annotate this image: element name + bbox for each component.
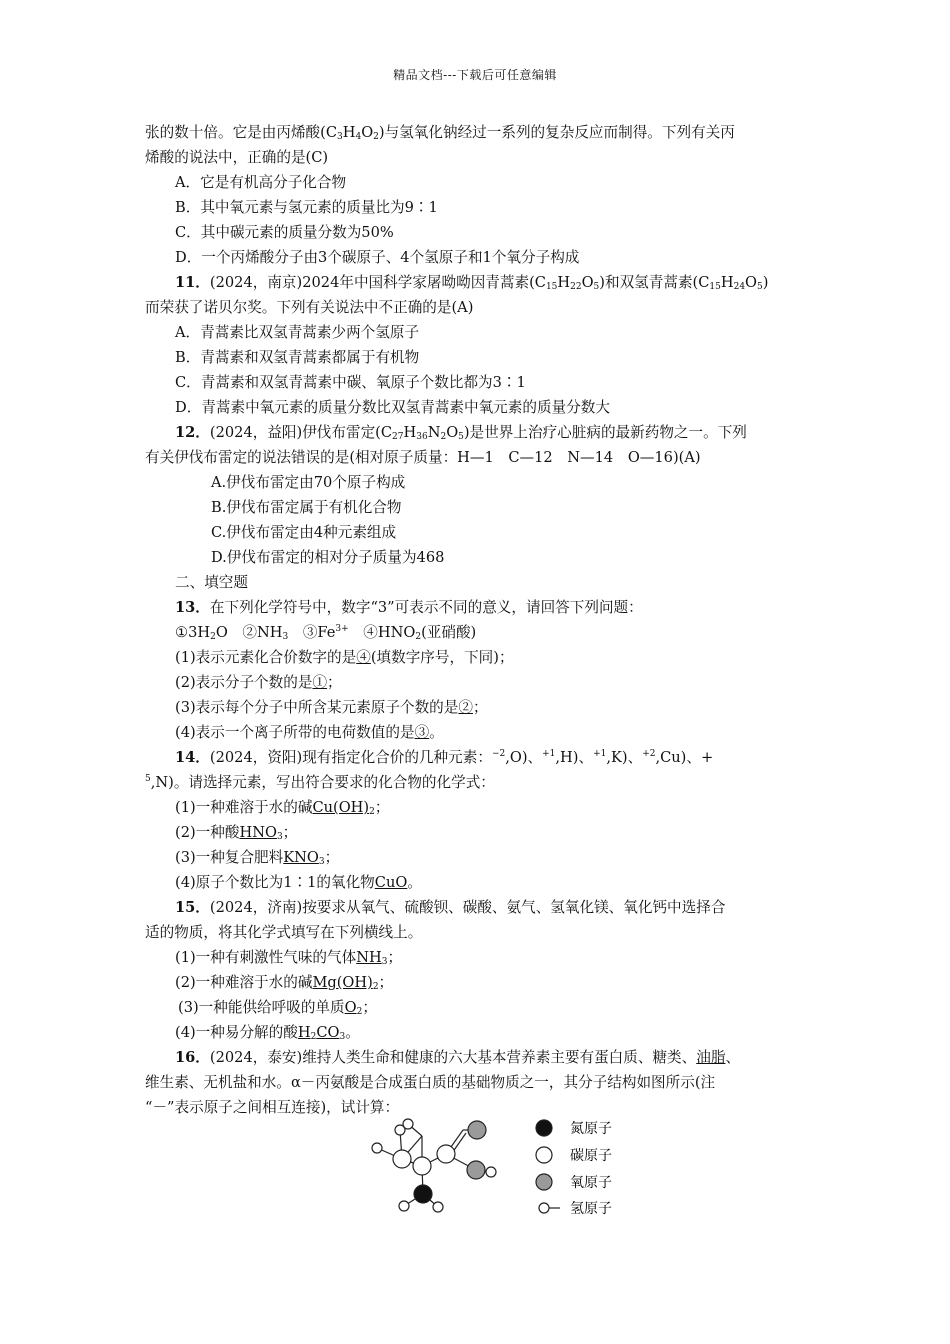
q10-option-c: C．其中碳元素的质量分数为50% xyxy=(175,224,394,241)
answer: ② xyxy=(458,699,473,716)
answer: $NH_3$ xyxy=(356,949,388,967)
q13-symbols: $①3H_2O$ $②NH_3$ $③Fe^{3+}$ $④HNO_2$(亚硝酸) xyxy=(175,624,477,642)
q14-line1: 14．(2024，资阳)现有指定化合价的几种元素：$^{-2}$,O)、$^{+1}$,H)、$^{+1}$,K)、$^{+2}$,Cu)、+ xyxy=(175,749,714,766)
hydrogen-atom xyxy=(399,1201,409,1211)
answer: $KNO_3$ xyxy=(283,849,325,867)
q12-option-c: C.伊伐布雷定由4种元素组成 xyxy=(211,524,397,541)
q16-line2: 维生素、无机盐和水。α－丙氨酸是合成蛋白质的基础物质之一，其分子结构如图所示(注 xyxy=(145,1074,716,1091)
answer: $Mg(OH)_2$ xyxy=(312,974,379,992)
answer: ③ xyxy=(414,724,430,741)
section-title: 二、填空题 xyxy=(175,574,248,591)
hydrogen-atom xyxy=(486,1167,496,1177)
answer: ④ xyxy=(356,649,371,666)
figure-legend xyxy=(536,1120,612,1217)
q10-option-b: B．其中氧元素与氢元素的质量比为9∶1 xyxy=(175,199,438,216)
answer: $Cu(OH)_2$ xyxy=(312,799,375,817)
q14-part4: (4)原子个数比为1∶1的氧化物CuO。 xyxy=(175,874,422,891)
legend-oxygen-swatch xyxy=(536,1174,552,1190)
q14-part3: (3)一种复合肥料$KNO_3$； xyxy=(175,849,340,867)
q14-part1: (1)一种难溶于水的碱$Cu(OH)_2$； xyxy=(175,799,390,817)
legend-oxygen-label: 氧原子 xyxy=(570,1175,612,1191)
q12-option-a: A.伊伐布雷定由70个原子构成 xyxy=(211,474,406,491)
q10-line1: 张的数十倍。它是由丙烯酸$(C_3H_4O_2)$与氢氧化钠经过一系列的复杂反应而制得。下列有关丙 xyxy=(145,124,735,142)
q12-option-b: B.伊伐布雷定属于有机化合物 xyxy=(211,499,402,516)
answer: $O_2$ xyxy=(344,999,363,1017)
q16-line3: “－”表示原子之间相互连接)，试计算： xyxy=(145,1099,400,1116)
oxygen-atom xyxy=(467,1161,485,1179)
answer: $HNO_3$ xyxy=(239,824,283,842)
q13-part2: (2)表示分子个数的是①； xyxy=(175,674,342,691)
carbon-atom xyxy=(393,1150,411,1168)
answer: CuO xyxy=(374,874,408,891)
q10-option-a: A．它是有机高分子化合物 xyxy=(175,174,347,191)
q11-option-d: D．青蒿素中氧元素的质量分数比双氢青蒿素中氧元素的质量分数大 xyxy=(175,399,610,416)
q12-line2: 有关伊伐布雷定的说法错误的是(相对原子质量：H—1 C—12 N—14 O—16)(A) xyxy=(145,449,701,466)
q11-line1: 11．(2024，南京)2024年中国科学家屠呦呦因青蒿素$(C_{15}H_{22}O_5)$和双氢青蒿素$(C_{15}H_{24}O_5)$ xyxy=(175,274,769,292)
q15-line2: 适的物质，将其化学式填写在下列横线上。 xyxy=(145,924,423,941)
q15-part1: (1)一种有刺激性气味的气体$NH_3$； xyxy=(175,949,403,967)
q12-option-d: D.伊伐布雷定的相对分子质量为468 xyxy=(211,549,445,566)
q11-option-b: B．青蒿素和双氢青蒿素都属于有机物 xyxy=(175,349,420,366)
q15-part4: (4)一种易分解的酸$H_2CO_3$。 xyxy=(175,1024,360,1042)
legend-nitrogen-swatch xyxy=(536,1120,552,1136)
q10-line2: 烯酸的说法中，正确的是(C) xyxy=(145,149,329,166)
legend-nitrogen-label: 氮原子 xyxy=(570,1121,612,1137)
page-header: 精品文档---下载后可任意编辑 xyxy=(393,68,557,82)
hydrogen-atom xyxy=(403,1119,413,1129)
q13-part3: (3)表示每个分子中所含某元素原子个数的是②； xyxy=(175,699,488,716)
answer: 油脂 xyxy=(696,1049,726,1066)
legend-hydrogen-swatch xyxy=(539,1203,549,1213)
q13-intro: 13．在下列化学符号中，数字“3”可表示不同的意义，请回答下列问题： xyxy=(175,599,643,616)
q14-part2: (2)一种酸$HNO_3$； xyxy=(175,824,298,842)
oxygen-atom xyxy=(468,1121,486,1139)
hydrogen-atom xyxy=(372,1143,382,1153)
molecule-atoms xyxy=(372,1119,496,1212)
q11-option-c: C．青蒿素和双氢青蒿素中碳、氧原子个数比都为3∶1 xyxy=(175,374,526,391)
legend-carbon-swatch xyxy=(536,1147,552,1163)
q14-line2: $^5$,N)。请选择元素，写出符合要求的化合物的化学式： xyxy=(145,774,495,791)
q10-option-d: D．一个丙烯酸分子由3个碳原子、4个氢原子和1个氧分子构成 xyxy=(175,249,580,266)
answer: $H_2CO_3$ xyxy=(297,1024,346,1042)
q13-part1: (1)表示元素化合价数字的是④(填数字序号，下同)； xyxy=(175,649,514,666)
q15-part2: (2)一种难溶于水的碱$Mg(OH)_2$； xyxy=(175,974,394,992)
q11-line2: 而荣获了诺贝尔奖。下列有关说法中不正确的是(A) xyxy=(145,299,474,316)
q11-option-a: A．青蒿素比双氢青蒿素少两个氢原子 xyxy=(175,324,420,341)
legend-hydrogen-label: 氢原子 xyxy=(570,1201,612,1217)
carbon-atom xyxy=(413,1157,431,1175)
q15-part3: (3)一种能供给呼吸的单质$O_2$； xyxy=(178,999,377,1017)
answer: ① xyxy=(312,674,328,691)
q15-line1: 15．(2024，济南)按要求从氧气、硫酸钡、碳酸、氨气、氢氧化镁、氧化钙中选择合 xyxy=(175,899,726,916)
nitrogen-atom xyxy=(414,1185,432,1203)
hydrogen-atom xyxy=(433,1202,443,1212)
q12-line1: 12．(2024，益阳)伊伐布雷定$(C_{27}H_{36}N_2O_5)$是世界上治疗心脏病的最新药物之一。下列 xyxy=(175,424,747,442)
alanine-molecule-figure xyxy=(360,1112,650,1222)
q16-line1: 16．(2024，泰安)维持人类生命和健康的六大基本营养素主要有蛋白质、糖类、油脂、 xyxy=(175,1049,741,1066)
legend-carbon-label: 碳原子 xyxy=(570,1148,612,1164)
carbon-atom xyxy=(437,1145,455,1163)
q13-part4: (4)表示一个离子所带的电荷数值的是③。 xyxy=(175,724,444,741)
